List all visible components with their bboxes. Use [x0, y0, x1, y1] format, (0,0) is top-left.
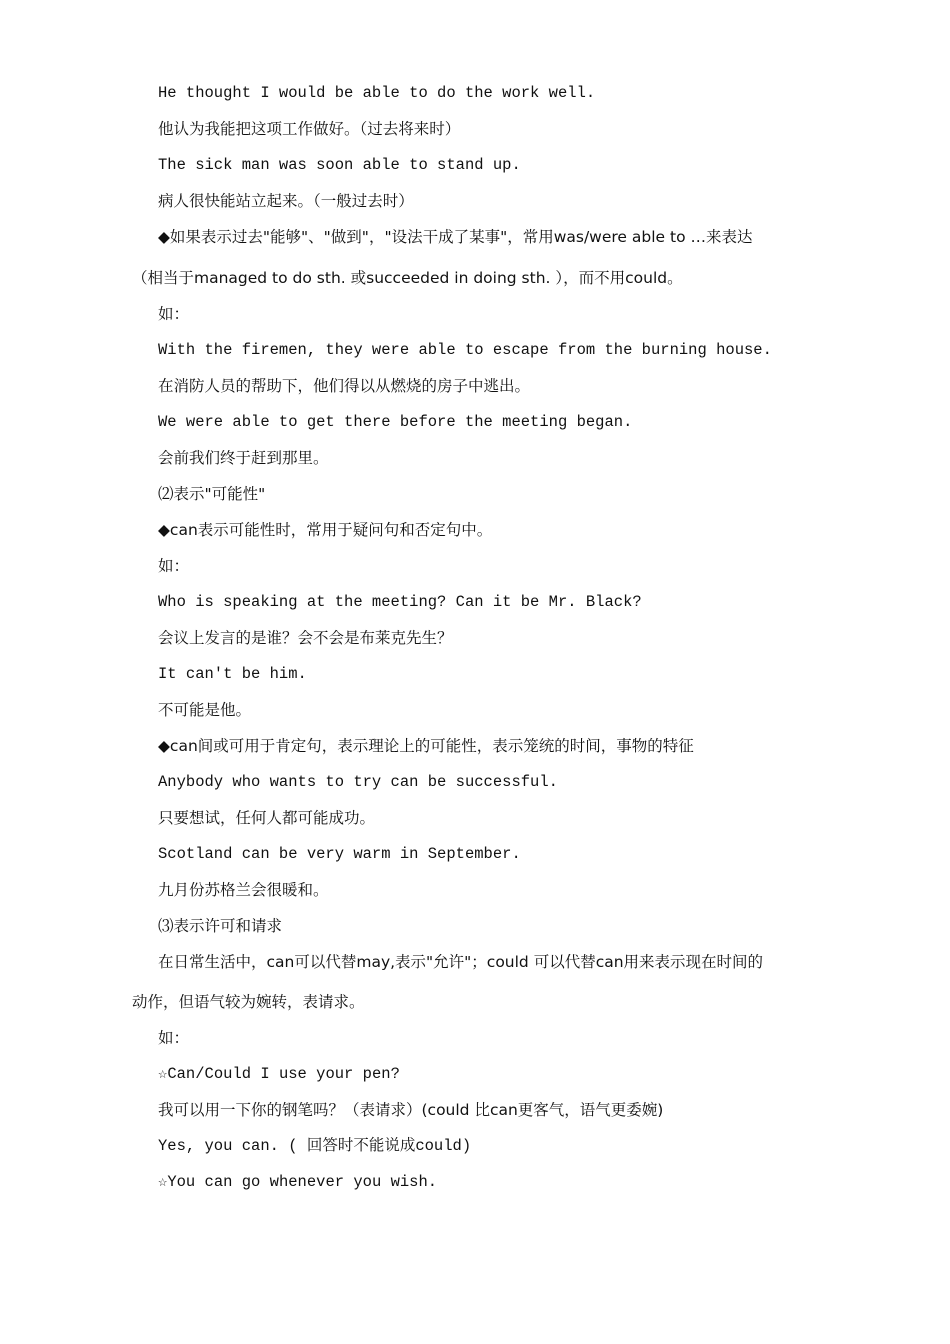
text-line: We were able to get there before the meeting began.: [158, 413, 633, 431]
text-line: 不可能是他。: [158, 701, 252, 719]
text-line: ◆如果表示过去"能够"、"做到"，"设法干成了某事"，常用was/were able to …来表达: [158, 228, 753, 246]
text-line: 如：: [158, 305, 190, 323]
section-heading: ⑵表示"可能性": [158, 485, 266, 503]
text-line: 他认为我能把这项工作做好。（过去将来时）: [158, 120, 461, 138]
text-line: 会前我们终于赶到那里。: [158, 449, 329, 467]
text-line: 如：: [158, 1029, 190, 1047]
text-line: 只要想试，任何人都可能成功。: [158, 809, 376, 827]
text-line: 会议上发言的是谁？会不会是布莱克先生？: [158, 629, 453, 647]
text-line: 九月份苏格兰会很暖和。: [158, 881, 329, 899]
text-line: ☆You can go whenever you wish.: [158, 1173, 438, 1191]
text-line: 病人很快能站立起来。（一般过去时）: [158, 192, 414, 210]
text-line: It can't be him.: [158, 665, 307, 683]
text-line: With the firemen, they were able to escape from the burning house.: [158, 341, 772, 359]
text-line: He thought I would be able to do the work well.: [158, 84, 596, 102]
text-line: 动作，但语气较为婉转，表请求。: [132, 993, 365, 1011]
text-line: Anybody who wants to try can be successful.: [158, 773, 558, 791]
text-line: Scotland can be very warm in September.: [158, 845, 521, 863]
text-line: 在消防人员的帮助下，他们得以从燃烧的房子中逃出。: [158, 377, 531, 395]
text-line: The sick man was soon able to stand up.: [158, 156, 521, 174]
text-line: 如：: [158, 557, 190, 575]
text-line: 在日常生活中，can可以代替may,表示"允许"；could 可以代替can用来表示现在时间的: [158, 953, 764, 971]
text-line: Who is speaking at the meeting? Can it be Mr. Black?: [158, 593, 642, 611]
text-line: ◆can表示可能性时，常用于疑问句和否定句中。: [158, 521, 493, 539]
text-line: ◆can间或可用于肯定句，表示理论上的可能性，表示笼统的时间，事物的特征: [158, 737, 694, 755]
text-line: 我可以用一下你的钢笔吗？（表请求）(could 比can更客气，语气更委婉): [158, 1101, 664, 1119]
text-line: Yes, you can. ( 回答时不能说成could): [158, 1137, 472, 1155]
section-heading: ⑶表示许可和请求: [158, 917, 283, 935]
text-line: （相当于managed to do sth. 或succeeded in doing sth. ），而不用could。: [132, 269, 683, 287]
text-line: ☆Can/Could I use your pen?: [158, 1065, 400, 1083]
